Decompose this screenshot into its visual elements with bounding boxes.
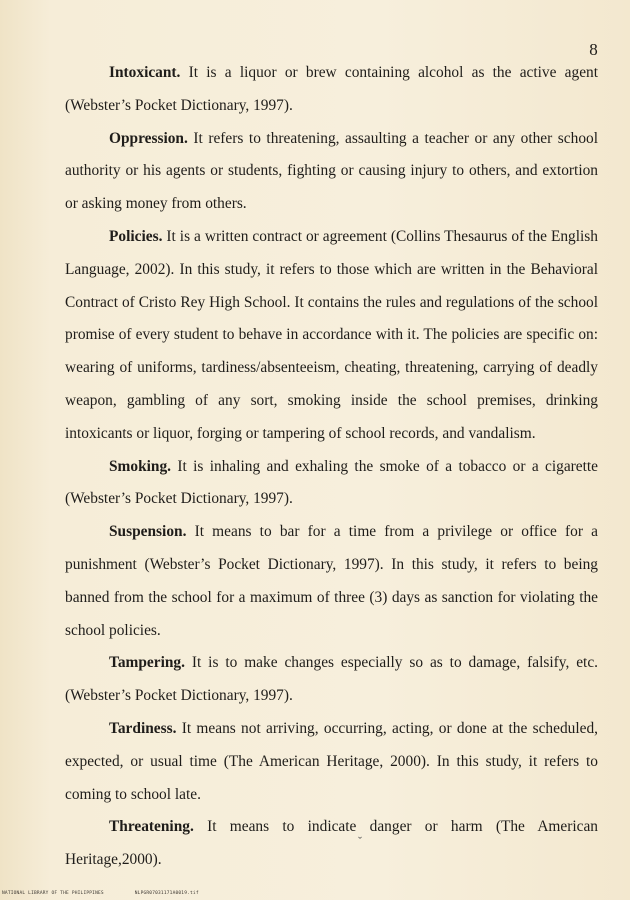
definition-text: It refers to threatening, assaulting a teacher or any other school authority or his agents or students, fighting or causing injury to others, and extortion or asking money from others.	[65, 129, 598, 213]
definition-entry	[65, 123, 598, 221]
scan-speck: ˇ	[358, 834, 362, 848]
definition-term: Tardiness.	[109, 719, 177, 737]
definition-term: Oppression.	[109, 129, 188, 147]
footer-library: NATIONAL LIBRARY OF THE PHILIPPINES	[2, 891, 104, 896]
definitions-body	[65, 57, 598, 877]
definition-entry	[65, 516, 598, 647]
definition-term: Suspension.	[109, 523, 187, 541]
definition-text: It means to bar for a time from a privilege or office for a punishment (Webster’s Pocket Dictionary, 1997). In this study, it refers to being banned from the school for a maximum of three (3) days as sanction for violating the school policies.	[65, 523, 598, 639]
definition-term: Policies.	[109, 227, 163, 245]
definition-term: Tampering.	[109, 654, 185, 672]
definition-entry	[65, 811, 598, 877]
scan-footer	[2, 891, 199, 896]
definition-entry	[65, 713, 598, 811]
definition-text: It is a written contract or agreement (Collins Thesaurus of the English Language, 2002). In this study, it refers to those which are written in the Behavioral Contract of Cristo Rey High School. It contains the rules and regulations of the school promise of every student to behave in accordance with it. The policies are specific on: wearing of uniforms, tardiness/absenteeism, cheating, threatening, carrying of deadly weapon, gambling of any sort, smoking inside the school premises, drinking intoxicants or liquor, forging or tampering of school records, and vandalism.	[65, 227, 598, 442]
definition-text: It is a liquor or brew containing alcohol as the active agent (Webster’s Pocket Dictionary, 1997).	[65, 64, 598, 114]
definition-text: It means not arriving, occurring, acting, or done at the scheduled, expected, or usual time (The American Heritage, 2000). In this study, it refers to coming to school late.	[65, 719, 598, 803]
definition-text: It is inhaling and exhaling the smoke of a tobacco or a cigarette (Webster’s Pocket Dictionary, 1997).	[65, 457, 598, 508]
definition-term: Threatening.	[109, 818, 194, 836]
page-number: 8	[589, 40, 598, 59]
definition-entry	[65, 451, 598, 517]
footer-file-id: NLPGR07031171A0019.tif	[134, 891, 199, 896]
definition-text: It means to indicate danger or harm (The American Heritage,2000).	[65, 818, 598, 869]
definition-term: Intoxicant.	[109, 64, 181, 81]
definition-entry	[65, 647, 598, 713]
definition-term: Smoking.	[109, 457, 172, 475]
definition-text: It is to make changes especially so as to damage, falsify, etc. (Webster’s Pocket Dictionary, 1997).	[65, 654, 598, 705]
definition-entry	[65, 57, 598, 123]
definition-entry	[65, 221, 598, 451]
